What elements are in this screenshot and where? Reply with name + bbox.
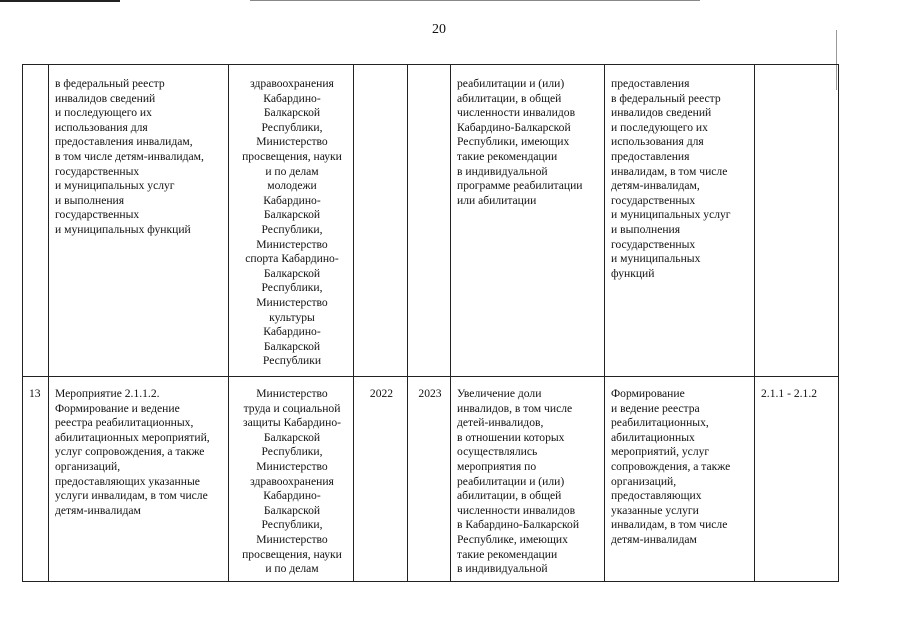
indicators-text: 2.1.1 - 2.1.2 (761, 387, 818, 400)
scan-mark-top-left (0, 0, 120, 2)
row-number: 13 (29, 387, 41, 400)
result-cell (605, 377, 755, 582)
executors-text: здравоохранения Кабардино- Балкарской Республики, Министерство просвещения, науки и по делам молодежи Кабардино- Балкарской Республики, Министерство спорта Кабардино- Балкарской Республики, Министерство культуры Кабардино- Балкарской Республики (242, 77, 342, 368)
activity-cell (49, 65, 229, 377)
start-year-cell (354, 65, 408, 377)
page-number: 20 (432, 22, 446, 37)
effect-text: реабилитации и (или) абилитации, в общей численности инвалидов Кабардино-Балкарской Республики, имеющих такие рекомендации в индивидуальной программе реабилитации или абилитации (457, 77, 583, 207)
end-year: 2023 (418, 387, 442, 400)
end-year-cell (408, 377, 451, 582)
activity-text: в федеральный реестр инвалидов сведений и последующего их использования для предоставления инвалидам, в том числе детям-инвалидам, государственных и муниципальных услуг и выполнения государственных и муниципальных функций (55, 77, 204, 236)
result-text: Формирование и ведение реестра реабилитационных, абилитационных мероприятий, услуг сопровождения, а также организаций, предоставляющих указанные услуги инвалидам, в том числе детям-инвалидам (611, 387, 731, 546)
indicators-cell (755, 65, 839, 377)
effect-cell (451, 377, 605, 582)
result-text: предоставления в федеральный реестр инвалидов сведений и последующего их использования для предоставления инвалидам, в том числе детям-инвалидам, государственных и муниципальных услуг и выполнения государственных и муниципальных функций (611, 77, 731, 280)
row-number-cell (23, 65, 49, 377)
indicators-cell (755, 377, 839, 582)
activity-cell (49, 377, 229, 582)
executors-cell (229, 377, 354, 582)
row-number-cell (23, 377, 49, 582)
end-year-cell (408, 65, 451, 377)
effect-text: Увеличение доли инвалидов, в том числе детей-инвалидов, в отношении которых осуществлялись мероприятия по реабилитации и (или) абилитации, в общей численности инвалидов в Кабардино-Балкарской Республике, имеющих такие рекомендации в индивидуальной (457, 387, 580, 576)
start-year-cell (354, 377, 408, 582)
scan-mark-top (250, 0, 700, 1)
program-activities-table (22, 64, 839, 582)
start-year: 2022 (369, 387, 394, 400)
table-row (23, 65, 839, 377)
executors-text: Министерство труда и социальной защиты Кабардино- Балкарской Республики, Министерство здравоохранения Кабардино- Балкарской Республики, Министерство просвещения, науки и по делам (242, 387, 342, 576)
table-row (23, 377, 839, 582)
result-cell (605, 65, 755, 377)
activity-text: Мероприятие 2.1.1.2. Формирование и ведение реестра реабилитационных, абилитационных мероприятий, услуг сопровождения, а также организаций, предоставляющих указанные услуги инвалидам, в том числе детям-инвалидам (55, 387, 210, 517)
executors-cell (229, 65, 354, 377)
effect-cell (451, 65, 605, 377)
